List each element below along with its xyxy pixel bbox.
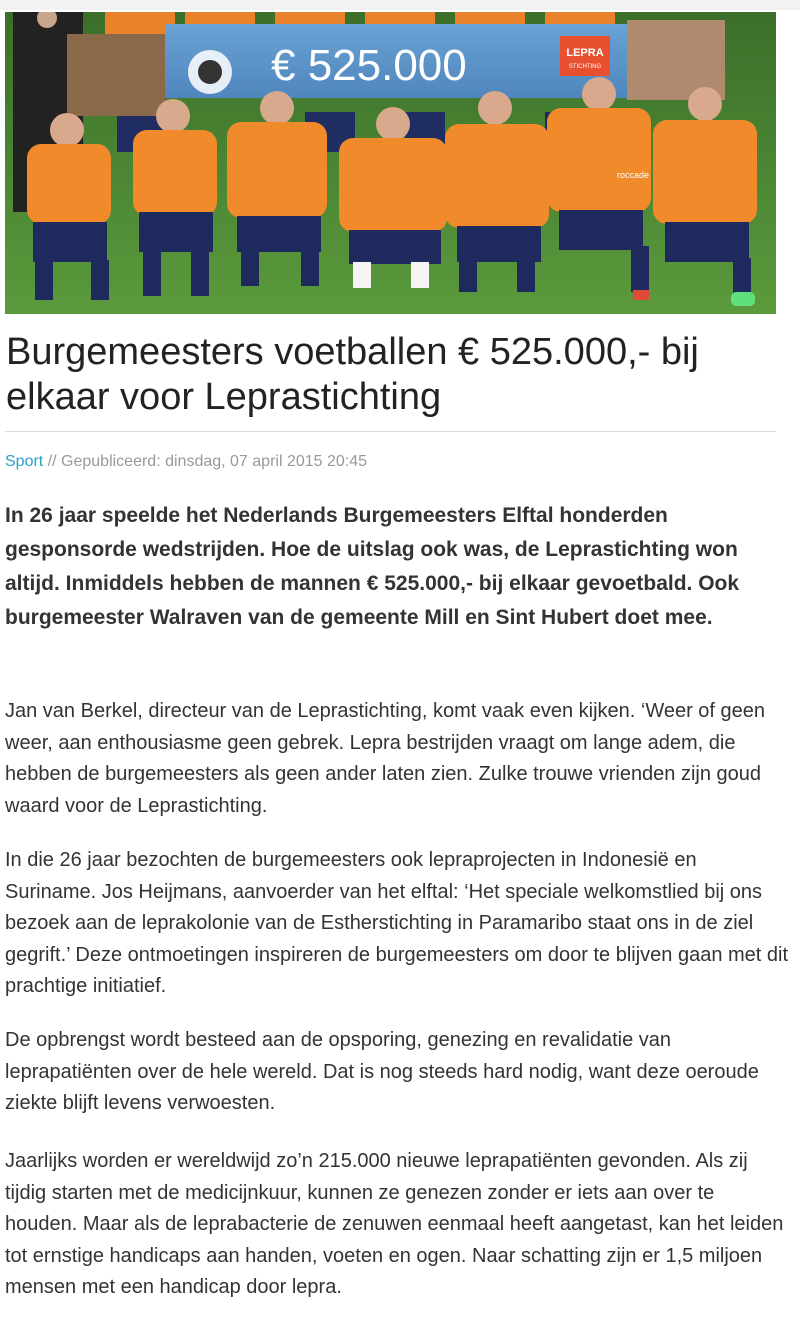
article-paragraph: Jaarlijks worden er wereldwijd zo’n 215.000 nieuwe leprapatiënten gevonden. Als zij tijdig starten met de medicijnkuur, kunnen ze genezen zonder er iets aan over te houden. Maar als de leprabacterie de zenuwen eenmaal heeft aangetast, kan het leiden tot ernstige handicaps aan handen, voeten en ogen. Naar schatting zijn er 1,5 miljoen mensen met een handicap door lepra. (5, 1150, 784, 1298)
article-meta (5, 453, 367, 471)
banner-amount: € 525.000 (271, 41, 467, 90)
published-date: Gepubliceerd: dinsdag, 07 april 2015 20:45 (61, 453, 368, 470)
meta-separator: // (43, 453, 62, 470)
top-strip (0, 0, 800, 10)
sponsor-badge-sub: STICHTING (568, 64, 602, 70)
article-paragraph: In die 26 jaar bezochten de burgemeesters ook lepraprojecten in Indonesië en Suriname. Jos Heijmans, aanvoerder van het elftal: ‘Het speciale welkomstlied bij ons bezoek aan de leprakolonie van de Estherstichting in Paramaribo staat ons in de ziel gegrift.’ Deze ontmoetingen inspireren de burgemeesters om door te blijven gaan met dit prachtige initiatief. (5, 849, 789, 997)
title-divider (5, 431, 776, 432)
article-paragraph: Jan van Berkel, directeur van de Leprastichting, komt vaak even kijken. ‘Weer of geen weer, aan enthousiasme geen gebrek. Lepra bestrijden vraagt om lange adem, die hebben de burgemeesters als geen ander laten zien. Zulke trouwe vrienden zijn goud waard voor de Leprastichting. (5, 700, 766, 817)
shirt-sponsor-text: roccade (617, 170, 650, 180)
category-link[interactable]: Sport (5, 453, 44, 470)
article-title: Burgemeesters voetballen € 525.000,- bij elkaar voor Leprastichting (6, 331, 699, 418)
article-paragraph: De opbrengst wordt besteed aan de opsporing, genezing en revalidatie van leprapatiënten over de hele wereld. Dat is nog steeds hard nodig, want deze oeroude ziekte blijft levens verwoesten. (5, 1029, 759, 1114)
article-lead: In 26 jaar speelde het Nederlands Burgemeesters Elftal honderden gesponsorde wedstrijden. Hoe de uitslag ook was, de Leprastichting won altijd. Inmiddels hebben de mannen € 525.000,- bij elkaar gevoetbald. Ook burgemeester Walraven van de gemeente Mill en Sint Hubert doet mee. (5, 504, 740, 629)
article-hero-photo (5, 12, 776, 314)
sponsor-badge: LEPRA (566, 47, 604, 59)
